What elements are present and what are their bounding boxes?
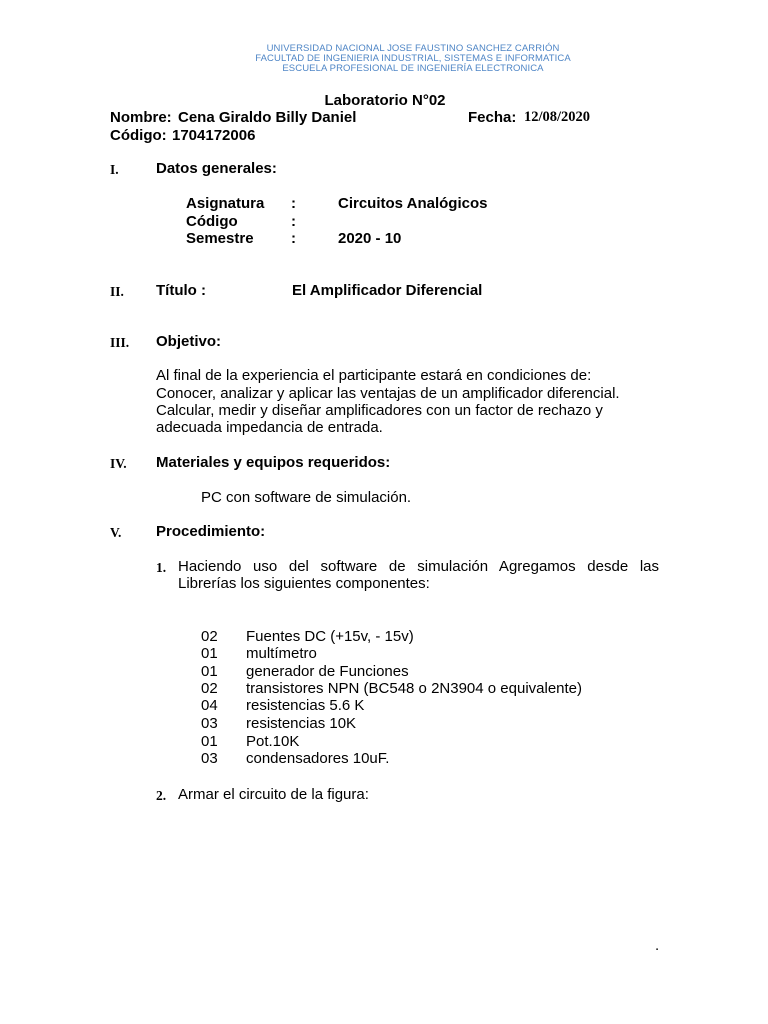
component-qty: 01: [201, 645, 218, 662]
section-4-numeral: IV.: [110, 456, 127, 471]
lab-title-value: El Amplificador Diferencial: [292, 282, 483, 299]
materials-item: PC con software de simulación.: [201, 489, 412, 506]
document-title: Laboratorio N°02: [324, 92, 446, 109]
objective-line-3: Calcular, medir y diseñar amplificadores con un factor de rechazo y: [156, 402, 603, 419]
component-qty: 01: [201, 733, 218, 750]
step-1-line-1: Haciendo uso del software de simulación Agregamos desde las: [178, 558, 659, 575]
course-separator: :: [291, 195, 296, 212]
university-name: UNIVERSIDAD NACIONAL JOSE FAUSTINO SANCHEZ CARRIÓN: [266, 43, 560, 54]
course-label: Asignatura: [186, 195, 265, 212]
section-1-heading: Datos generales:: [156, 160, 277, 177]
step-1-number: 1.: [156, 560, 167, 575]
section-3-heading: Objetivo:: [156, 333, 222, 350]
footer-dot: .: [655, 937, 660, 954]
objective-line-2: Conocer, analizar y aplicar las ventajas de un amplificador diferencial.: [156, 385, 620, 402]
section-5-numeral: V.: [110, 525, 122, 540]
course-code-separator: :: [291, 213, 296, 230]
objective-line-1: Al final de la experiencia el participante estará en condiciones de:: [156, 367, 592, 384]
faculty-name: FACULTAD DE INGENIERIA INDUSTRIAL, SISTEMAS E INFORMATICA: [255, 53, 571, 64]
component-desc: resistencias 10K: [246, 715, 357, 732]
component-desc: Pot.10K: [246, 733, 300, 750]
student-name-label: Nombre:: [110, 109, 172, 126]
semester-value: 2020 - 10: [338, 230, 402, 247]
section-5-heading: Procedimiento:: [156, 523, 266, 540]
component-qty: 02: [201, 628, 218, 645]
step-1-line-2: Librerías los siguientes componentes:: [178, 575, 430, 592]
component-qty: 01: [201, 663, 218, 680]
component-desc: condensadores 10uF.: [246, 750, 390, 767]
component-qty: 03: [201, 750, 218, 767]
section-2-numeral: II.: [110, 284, 124, 299]
student-code: 1704172006: [172, 127, 256, 144]
component-qty: 02: [201, 680, 218, 697]
student-name: Cena Giraldo Billy Daniel: [178, 109, 357, 126]
semester-label: Semestre: [186, 230, 254, 247]
component-qty: 04: [201, 697, 218, 714]
section-4-heading: Materiales y equipos requeridos:: [156, 454, 391, 471]
section-3-numeral: III.: [110, 335, 130, 350]
school-name: ESCUELA PROFESIONAL DE INGENIERÍA ELECTRONICA: [282, 63, 544, 74]
date-value: 12/08/2020: [524, 109, 591, 125]
course-code-label: Código: [186, 213, 238, 230]
student-code-label: Código:: [110, 127, 167, 144]
component-desc: resistencias 5.6 K: [246, 697, 365, 714]
semester-separator: :: [291, 230, 296, 247]
course-value: Circuitos Analógicos: [338, 195, 488, 212]
component-qty: 03: [201, 715, 218, 732]
step-2-text: Armar el circuito de la figura:: [178, 786, 369, 803]
date-label: Fecha:: [468, 109, 517, 126]
section-2-heading: Título :: [156, 282, 206, 299]
component-desc: generador de Funciones: [246, 663, 409, 680]
objective-line-4: adecuada impedancia de entrada.: [156, 419, 383, 436]
component-desc: transistores NPN (BC548 o 2N3904 o equivalente): [246, 680, 583, 697]
step-2-number: 2.: [156, 788, 167, 803]
section-1-numeral: I.: [110, 162, 119, 177]
component-desc: Fuentes DC (+15v, - 15v): [246, 628, 414, 645]
component-desc: multímetro: [246, 645, 317, 662]
